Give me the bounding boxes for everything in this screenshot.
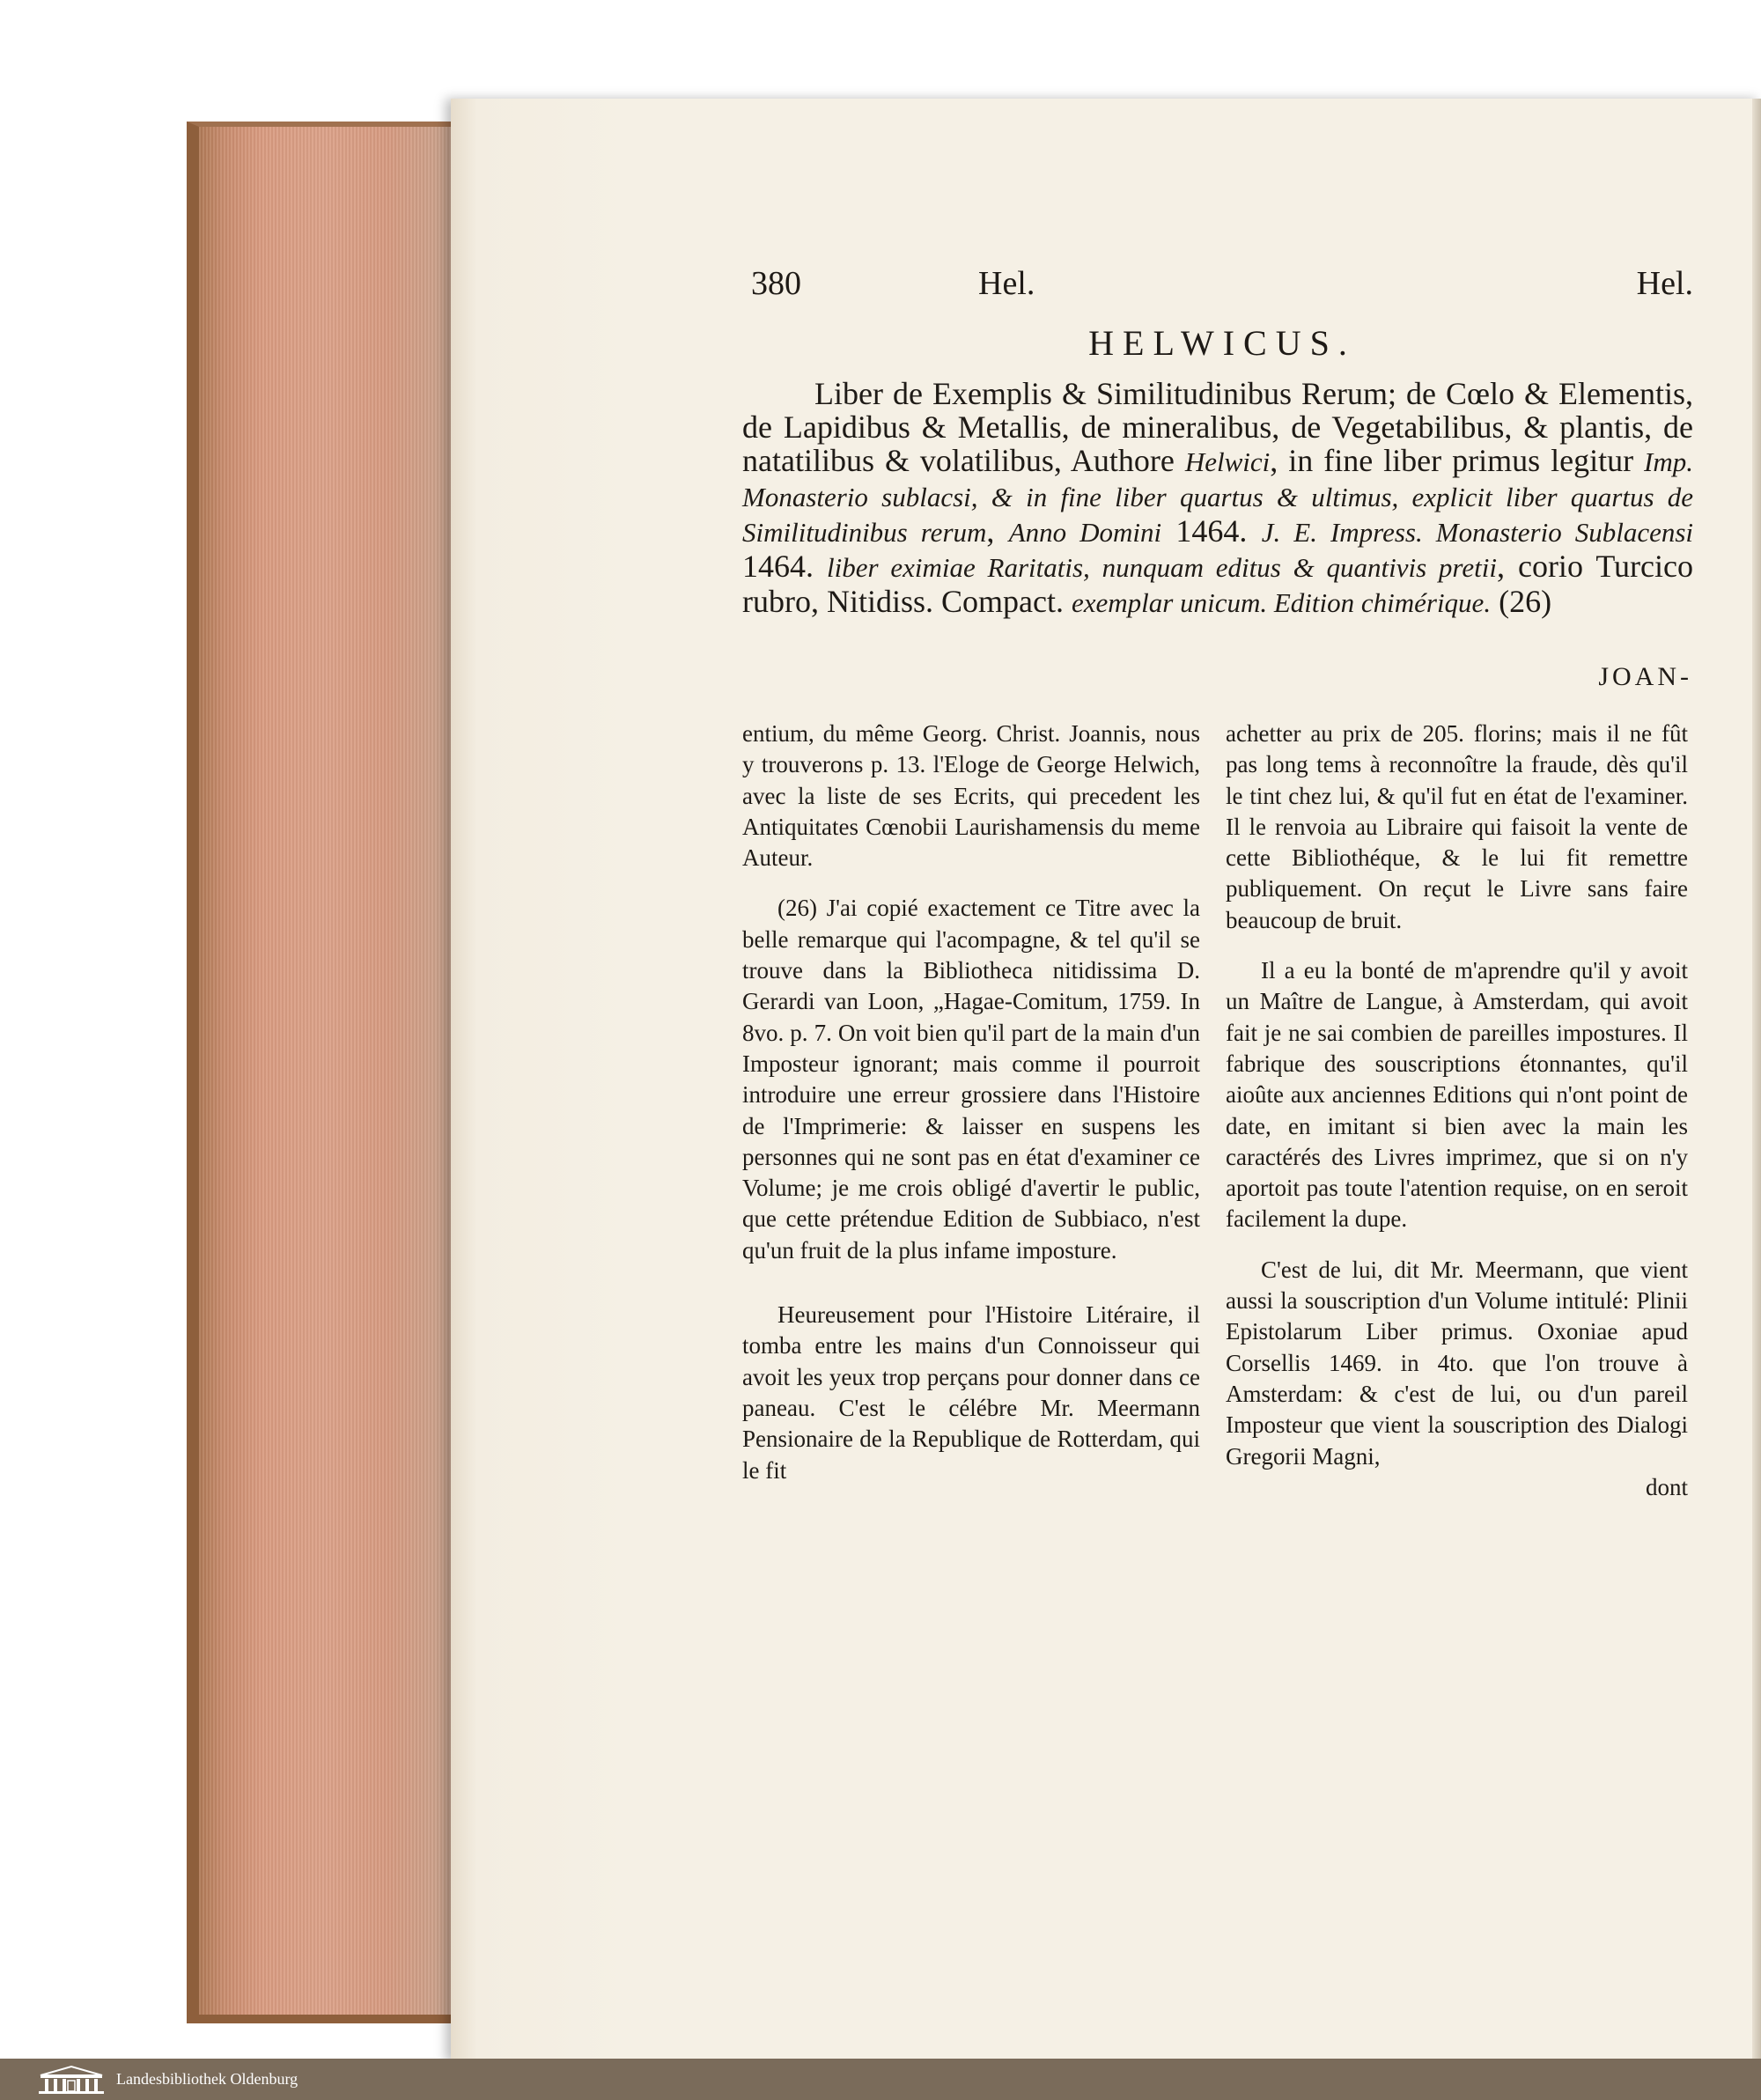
entry-text-italic: exemplar unicum. Edition chimérique. bbox=[1071, 587, 1492, 618]
entry-text-italic: liber eximiae Raritatis, nunquam editus & quantivis pretii bbox=[827, 552, 1497, 583]
entry-text-part: 1464. bbox=[742, 549, 828, 584]
footer-bar bbox=[0, 2059, 1761, 2100]
page-right-edge bbox=[1752, 99, 1761, 2062]
left-paragraph-1: entium, du même Georg. Christ. Joannis, nous y trouverons p. 13. l'Eloge de George Helwich, avec la liste de ses Ecrits, qui precedent les Antiquitates Cœnobii Laurishamensis du meme Auteur. bbox=[742, 720, 1200, 872]
entry-text-part: , bbox=[986, 513, 1009, 549]
entry-text-part: , in fine liber primus legitur bbox=[1270, 443, 1645, 478]
entry-text-part: , corio Turcico rubro, Nitidiss. Compact. bbox=[742, 549, 1693, 619]
left-paragraph-3: Heureusement pour l'Histoire Litéraire, il tomba entre les mains d'un Connoisseur qui avoit les yeux trop perçans pour donner dans ce paneau. C'est le célébre Mr. Meermann Pensionaire de la Republique de Rotterdam, qui le fit bbox=[742, 1301, 1200, 1484]
running-head-left: Hel. bbox=[978, 265, 1035, 302]
right-paragraph-1: achetter au prix de 205. florins; mais il ne fût pas long tems à reconnoître la fraude, dès qu'il le tint chez lui, & qu'il fut en état de l'examiner. Il le renvoia au Libraire qui faisoit la vente de cette Bibliothéque, & le lui fit remettre publiquement. On reçut le Livre sans faire beaucoup de bruit. bbox=[1226, 720, 1688, 933]
right-paragraph-2: Il a eu la bonté de m'aprendre qu'il y avoit un Maître de Langue, à Amsterdam, qui avoit fait je ne sai combien de pareilles impostures. Il fabrique des souscriptions étonnantes, qu'il aioûte aux anciennes Editions qui n'ont point de date, en imitant si bien avec la main les caractérés des Livres imprimez, que si on n'y aportoit pas toute l'atention requise, on en seroit facilement la dupe. bbox=[1226, 957, 1688, 1233]
entry-text-part: 1464. bbox=[1161, 513, 1262, 549]
left-column bbox=[742, 718, 1200, 1506]
running-head-right: Hel. bbox=[1636, 265, 1693, 302]
entry-text-part: (26) bbox=[1491, 584, 1552, 619]
book-page-edge bbox=[187, 122, 451, 2023]
right-paragraph-3: C'est de lui, dit Mr. Meermann, que vient aussi la souscription d'un Volume intitulé: Plinii Epistolarum Liber primus. Oxoniae apud Corsellis 1469. in 4to. que l'on trouve à Amsterdam: & c'est de lui, ou d'un pareil Imposteur que vient la souscription des Dialogi Gregorii Magni, bbox=[1226, 1256, 1688, 1470]
catchword: JOAN- bbox=[1598, 662, 1692, 691]
right-column bbox=[1226, 718, 1688, 1522]
entry-text-italic: Helwici bbox=[1184, 446, 1271, 477]
entry-text-part: Liber de Exemplis & Similitudinibus Rerum; de Cœlo & Elementis, de Lapidibus & Metallis, de mineralibus, de Vegetabilibus, & plantis, de natatilibus & volatilibus, Authore bbox=[742, 376, 1693, 478]
right-catchword: dont bbox=[1645, 1473, 1688, 1500]
page-number: 380 bbox=[751, 265, 801, 302]
entry-text bbox=[742, 377, 1693, 620]
left-paragraph-2: (26) J'ai copié exactement ce Titre avec la belle remarque qui l'acompagne, & tel qu'il se trouve dans la Bibliotheca nitidissima D. Gerardi van Loon, „Hagae-Comitum, 1759. In 8vo. p. 7. On voit bien qu'il part de la main d'un Imposteur ignorant; mais comme il pourroit introduire une erreur grossiere dans l'Histoire de l'Imprimerie: & laisser en suspens les personnes qui ne sont pas en état d'examiner ce Volume; je me crois obligé d'avertir le public, que cette prétendue Edition de Subbiaco, n'est qu'un fruit de la plus infame imposture. bbox=[742, 895, 1200, 1264]
entry-text-italic: Imp. Monasterio sublacsi, & in fine liber quartus & ultimus, explicit liber quartus de Similitudinibus rerum bbox=[742, 446, 1693, 548]
entry-text-italic: Anno Domini bbox=[1008, 517, 1162, 548]
entry-title: HELWICUS. bbox=[1088, 323, 1356, 363]
library-building-icon bbox=[37, 2065, 106, 2095]
library-name: Landesbibliothek Oldenburg bbox=[116, 2070, 298, 2088]
running-head bbox=[751, 264, 1693, 317]
entry-text-italic: J. E. Impress. Monasterio Sublacensi bbox=[1261, 517, 1694, 548]
